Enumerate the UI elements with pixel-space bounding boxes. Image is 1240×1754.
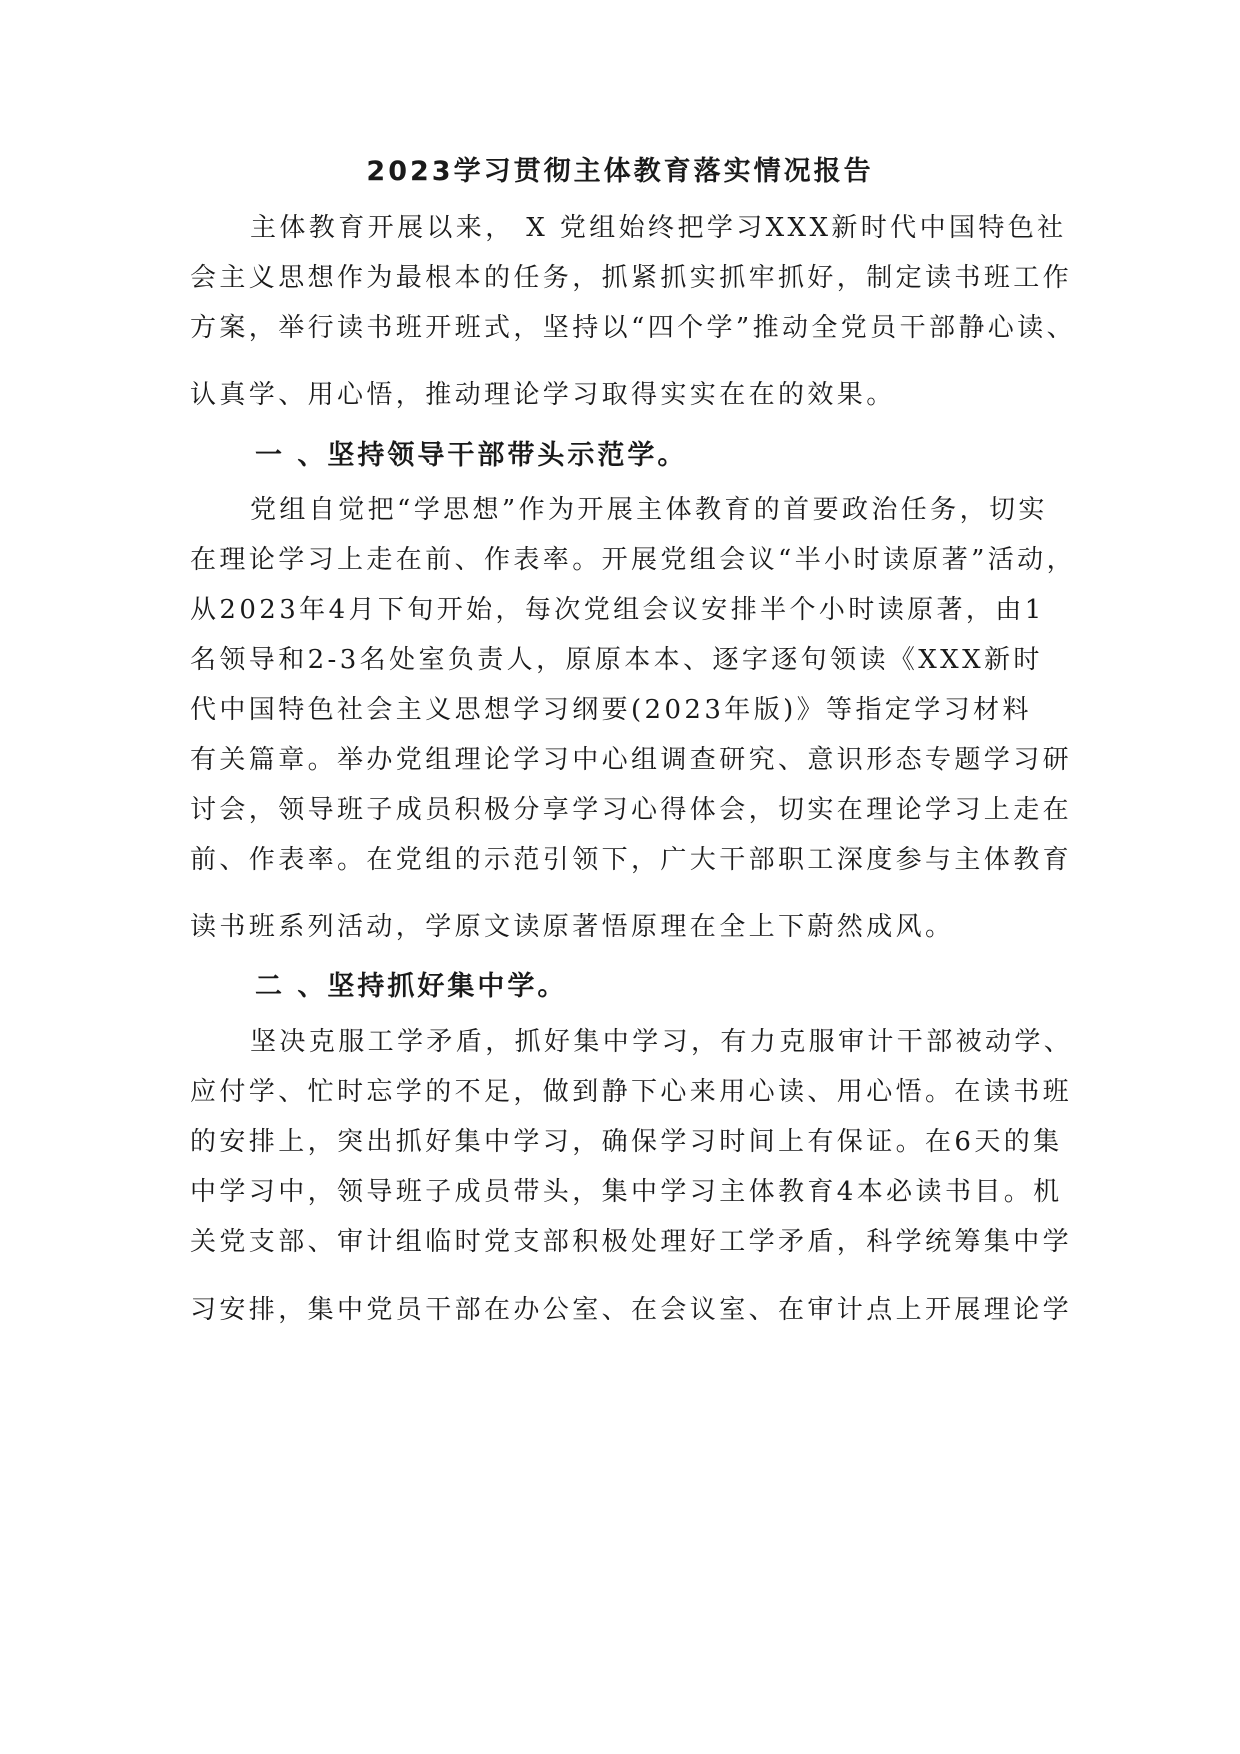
intro-line: 认真学、用心悟，推动理论学习取得实实在在的效果。 (190, 380, 896, 410)
paragraph-line: 应付学、忙时忘学的不足，做到静下心来用心读、用心悟。在读书班 (190, 1077, 1073, 1107)
paragraph-line: 代中国特色社会主义思想学习纲要(2023年版)》等指定学习材料 (190, 695, 1032, 725)
intro-line: 方案，举行读书班开班式，坚持以“四个学”推动全党员干部静心读、 (190, 313, 1076, 343)
paragraph-line: 关党支部、审计组临时党支部积极处理好工学矛盾，科学统筹集中学 (190, 1227, 1073, 1257)
paragraph-line: 名领导和2-3名处室负责人，原原本本、逐字逐句领读《XXX新时 (190, 645, 1043, 675)
paragraph-line: 在理论学习上走在前、作表率。开展党组会议“半小时读原著”活动， (190, 545, 1076, 575)
paragraph-line: 坚决克服工学矛盾，抓好集中学习，有力克服审计干部被动学、 (250, 1027, 1074, 1057)
paragraph-line: 前、作表率。在党组的示范引领下，广大干部职工深度参与主体教育 (190, 845, 1073, 875)
section-heading: 二 、坚持抓好集中学。 (255, 971, 568, 1002)
paragraph-line: 党组自觉把“学思想”作为开展主体教育的首要政治任务，切实 (250, 495, 1048, 525)
paragraph-line: 从2023年4月下旬开始，每次党组会议安排半个小时读原著，由1 (190, 595, 1045, 625)
paragraph-line: 的安排上，突出抓好集中学习，确保学习时间上有保证。在6天的集 (190, 1127, 1063, 1157)
intro-line: 会主义思想作为最根本的任务，抓紧抓实抓牢抓好，制定读书班工作 (190, 263, 1073, 293)
section-heading: 一 、坚持领导干部带头示范学。 (255, 440, 688, 471)
paragraph-line: 中学习中，领导班子成员带头，集中学习主体教育4本必读书目。机 (190, 1177, 1063, 1207)
paragraph-line: 讨会，领导班子成员积极分享学习心得体会，切实在理论学习上走在 (190, 795, 1073, 825)
paragraph-line: 有关篇章。举办党组理论学习中心组调查研究、意识形态专题学习研 (190, 745, 1073, 775)
paragraph-line: 习安排，集中党员干部在办公室、在会议室、在审计点上开展理论学 (190, 1295, 1073, 1325)
document-title: 2023学习贯彻主体教育落实情况报告 (366, 156, 874, 187)
intro-line: 主体教育开展以来， X 党组始终把学习XXX新时代中国特色社 (250, 213, 1067, 243)
paragraph-line: 读书班系列活动，学原文读原著悟原理在全上下蔚然成风。 (190, 912, 955, 942)
